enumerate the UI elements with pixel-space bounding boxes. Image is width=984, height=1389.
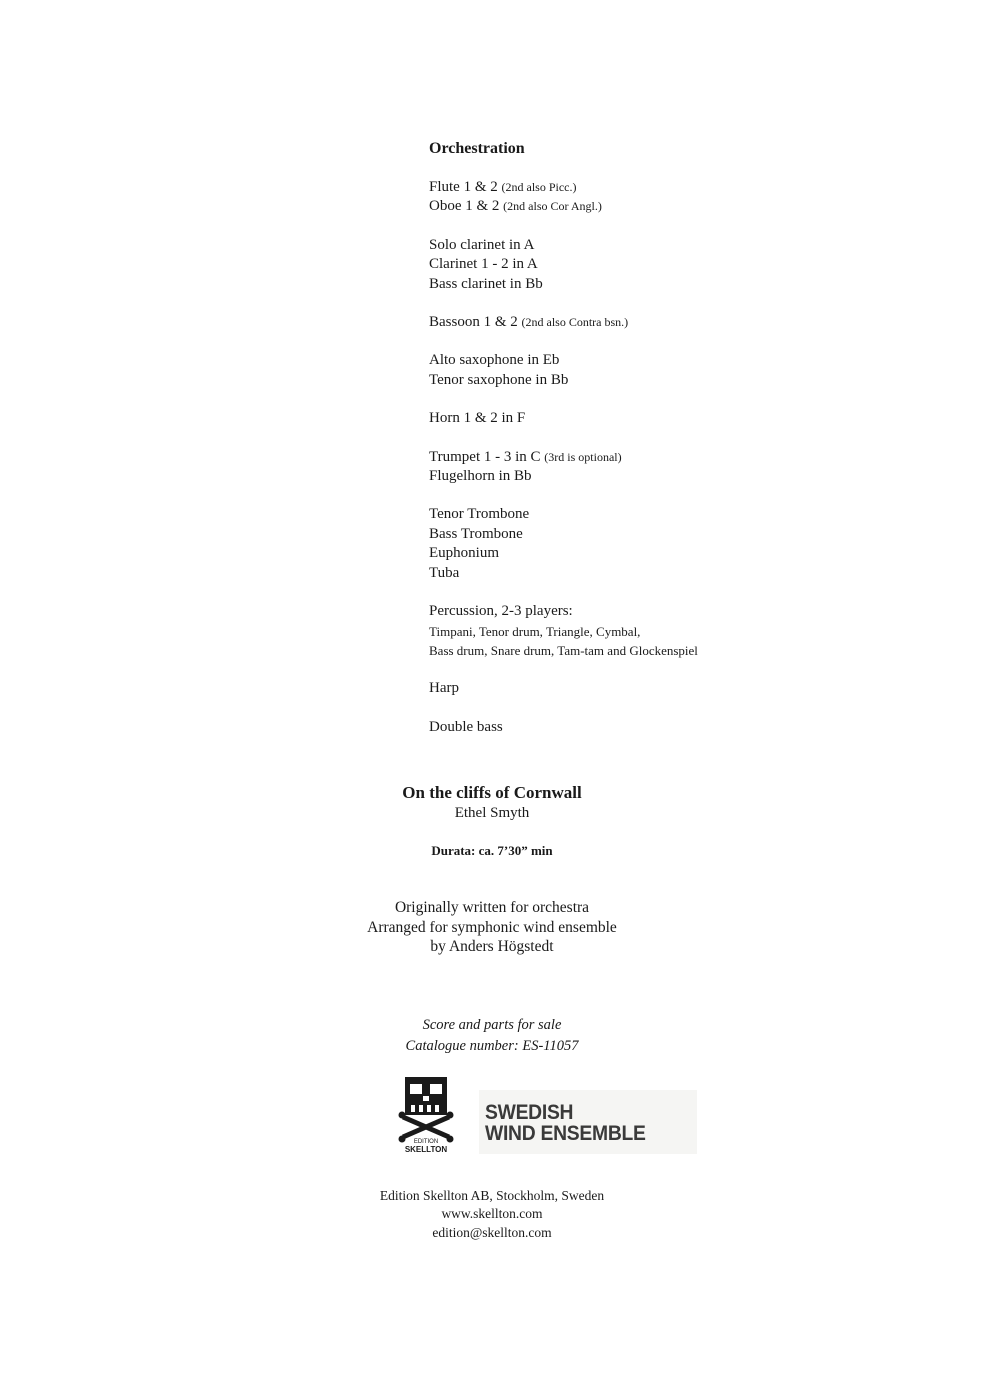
instrument-line xyxy=(429,448,829,467)
instrument-line xyxy=(429,467,829,486)
instrument-name: Solo clarinet in A xyxy=(429,236,535,253)
contact-info xyxy=(0,1187,984,1242)
instrument-name: Bass Trombone xyxy=(429,525,523,542)
percussion-instruments: Bass drum, Snare drum, Tam-tam and Glockenspiel xyxy=(429,642,698,658)
instrument-note: (2nd also Picc.) xyxy=(501,180,577,194)
instrument-line xyxy=(429,313,829,332)
sale-line: Score and parts for sale xyxy=(422,1017,562,1033)
instrument-line xyxy=(429,505,829,524)
instrument-note: (2nd also Contra bsn.) xyxy=(521,315,629,330)
skull-crossbones-icon xyxy=(395,1075,457,1155)
website-link[interactable]: www.skellton.com xyxy=(441,1206,543,1222)
instrument-group xyxy=(429,236,829,294)
instrument-line xyxy=(429,255,829,274)
instrument-line xyxy=(429,236,829,255)
orchestration-list xyxy=(429,178,829,737)
skellton-logo-text-edition: EDITION xyxy=(413,1139,439,1145)
durata-label: Durata: ca. 7’30” min xyxy=(431,843,553,858)
edition-skellton-logo xyxy=(395,1075,457,1155)
swedish-wind-ensemble-logo xyxy=(479,1090,697,1154)
instrument-line xyxy=(429,351,829,370)
swe-logo-line2: WIND ENSEMBLE xyxy=(485,1122,646,1145)
catalogue-number: Catalogue number: ES-11057 xyxy=(405,1037,579,1054)
instrument-group xyxy=(429,409,829,428)
instrument-note: (2nd also Cor Angl.) xyxy=(503,199,602,214)
instrument-name: Flute 1 & 2 xyxy=(429,179,498,195)
instrument-name: Harp xyxy=(429,680,459,697)
instrument-name: Clarinet 1 - 2 in A xyxy=(429,256,538,273)
instrument-line xyxy=(429,525,829,544)
instrument-name: Bassoon 1 & 2 xyxy=(429,314,518,331)
instrument-name: Euphonium xyxy=(429,545,499,562)
instrument-line xyxy=(429,178,829,197)
arrangement-line-original: Originally written for orchestra xyxy=(394,899,590,916)
instrument-name: Oboe 1 & 2 xyxy=(429,198,500,215)
instrument-group xyxy=(429,313,829,332)
instrument-group xyxy=(429,448,829,487)
instrument-name: Double bass xyxy=(429,718,503,735)
email-link[interactable]: edition@skellton.com xyxy=(432,1224,552,1240)
instrument-line xyxy=(429,197,829,216)
publisher-address: Edition Skellton AB, Stockholm, Sweden xyxy=(379,1188,605,1203)
instrument-group xyxy=(429,351,829,390)
instrument-name: Tenor Trombone xyxy=(429,506,530,523)
instrument-line xyxy=(429,275,829,294)
arrangement-line-arranged: Arranged for symphonic wind ensemble xyxy=(367,918,617,936)
orchestration-title: Orchestration xyxy=(429,140,525,157)
instrument-line xyxy=(429,371,829,390)
skellton-logo-text-name: SKELLTON xyxy=(404,1145,448,1154)
instrument-name: Flugelhorn in Bb xyxy=(429,468,532,485)
instrument-name: Trumpet 1 - 3 in C xyxy=(429,448,541,465)
instrument-line xyxy=(429,679,829,698)
sale-info xyxy=(0,1015,984,1056)
instrument-note: (3rd is optional) xyxy=(544,449,622,464)
instrument-line xyxy=(429,544,829,563)
swe-logo-text xyxy=(485,1102,646,1144)
instrument-name: Alto saxophone in Eb xyxy=(429,352,560,369)
instrument-group xyxy=(429,505,829,583)
instrument-name: Horn 1 & 2 in F xyxy=(429,410,526,427)
piece-title: On the cliffs of Cornwall xyxy=(402,783,582,802)
arrangement-info xyxy=(0,898,984,957)
instrument-name: Tenor saxophone in Bb xyxy=(429,371,569,388)
instrument-line xyxy=(429,409,829,428)
composer-name: Ethel Smyth xyxy=(454,805,530,821)
instrument-line xyxy=(429,602,829,621)
orchestration-section xyxy=(429,139,829,756)
percussion-instruments: Timpani, Tenor drum, Triangle, Cymbal, xyxy=(429,623,641,639)
instrument-line xyxy=(429,718,829,737)
swe-logo-line1: SWEDISH xyxy=(485,1101,574,1124)
instrument-group xyxy=(429,602,829,660)
instrument-name: Tuba xyxy=(429,564,460,581)
instrument-group xyxy=(429,718,829,737)
instrument-name: Bass clarinet in Bb xyxy=(429,275,543,292)
instrument-name: Percussion, 2-3 players: xyxy=(429,603,573,620)
instrument-group xyxy=(429,679,829,698)
instrument-line xyxy=(429,564,829,583)
arrangement-line-arranger: by Anders Högstedt xyxy=(430,938,554,956)
instrument-group xyxy=(429,178,829,217)
